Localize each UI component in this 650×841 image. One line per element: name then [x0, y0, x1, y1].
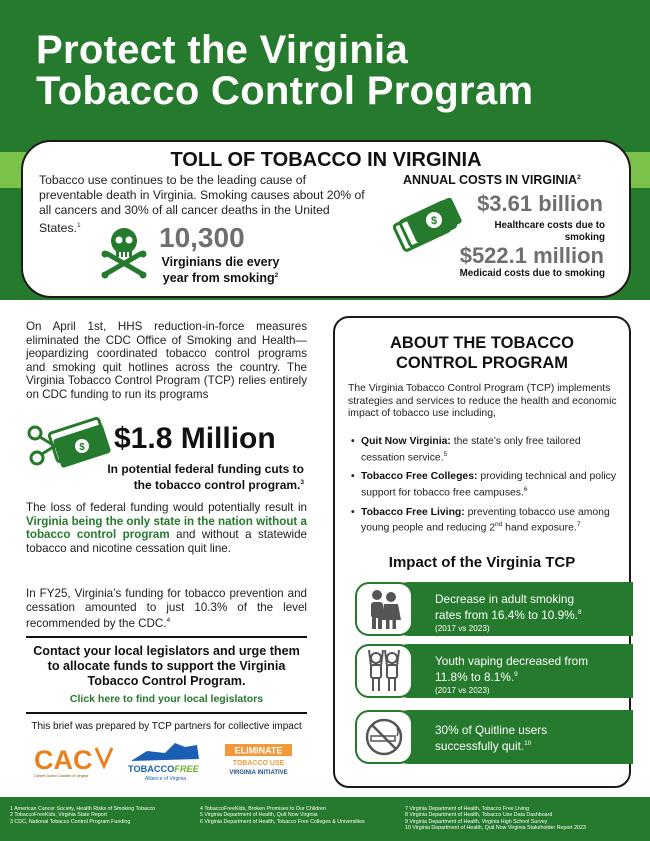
list-item-title: Tobacco Free Living: [361, 506, 465, 518]
footnote-ref: 6 [523, 485, 528, 493]
about-title: ABOUT THE TOBACCO CONTROL PROGRAM [390, 334, 574, 372]
tobacco-free-alliance-logo [127, 737, 202, 783]
reference-item: 2 TobaccoFreeKids, Virginia State Report [10, 812, 107, 819]
footnote-ref: 5 [443, 450, 448, 458]
impact-years: (2017 vs 2023) [435, 685, 490, 695]
eliminate-tobacco-logo [225, 744, 292, 778]
deaths-label [153, 255, 288, 285]
references-col-2 [200, 806, 365, 825]
funding-loss-text-b: and without a statewide tobacco and nicotine cessation quit line. [26, 528, 307, 555]
svg-text:Alliance of Virginia: Alliance of Virginia [145, 776, 187, 782]
divider [26, 636, 307, 638]
footnote-ref: 10 [524, 740, 532, 747]
reference-item: 5 Virginia Department of Health, Quit Now Virginia [200, 812, 318, 819]
list-item-text: hand exposure. [502, 522, 577, 534]
footnote-ref: 4 [166, 617, 171, 625]
funding-cut-label-line2: the tobacco control program. [133, 478, 301, 492]
toll-card [21, 140, 631, 298]
impact-years: (2017 vs 2023) [435, 623, 490, 633]
page-title-line1: Protect the Virginia [36, 28, 409, 72]
impact-badge [355, 582, 413, 636]
scissors-money-icon [26, 413, 116, 478]
impact-text-line1: Youth vaping decreased from [435, 654, 589, 668]
impact-pill [383, 582, 633, 636]
page-title-line2: Tobacco Control Program [36, 69, 534, 113]
adults-icon [357, 584, 411, 634]
footnote-ref: 2 [577, 173, 581, 181]
impact-text-line1: Decrease in adult smoking [435, 592, 575, 606]
impact-item-youth-vaping [355, 644, 633, 698]
hhs-paragraph: On April 1st, HHS reduction-in-force measures eliminated the CDC Office of Smoking and Health—jeopardizing coordinated tobacco control programs and smoking quit hotlines across the country. The Virginia Tobacco Control Program (TCP) relies entirely on CDC funding to run its programs [26, 320, 307, 401]
impact-text [435, 592, 635, 634]
reference-item: 7 Virginia Department of Health, Tobacco Free Living [405, 806, 530, 812]
impact-text-line2: 11.8% to 8.1%. [435, 669, 515, 684]
references-col-3 [405, 806, 586, 832]
footnote-ref: 9 [514, 671, 518, 678]
reference-item: 6 Virginia Department of Health, Tobacco Free Colleges & Universities [200, 818, 365, 825]
youth-icon [357, 646, 411, 696]
fy25-paragraph [26, 587, 307, 631]
program-list [351, 436, 623, 542]
list-item-text: providing technical and policy support for tobacco free campuses. [361, 471, 617, 499]
impact-text-line2: successfully quit. [435, 738, 525, 753]
reference-item: 10 Virginia Department of Health, Quit Now Virginia Stakeholder Report 2023 [405, 825, 586, 832]
toll-intro-text: Tobacco use continues to be the leading cause of preventable death in Virginia. Smoking causes about 20% of all cancers and 30% of all cancer deaths in the United States. [39, 173, 365, 236]
toll-title: TOLL OF TOBACCO IN VIRGINIA [170, 149, 482, 171]
impact-pill [383, 710, 633, 764]
impact-badge [355, 644, 413, 698]
list-item-text: the state’s only free tailored cessation service. [361, 436, 581, 463]
find-legislators-link[interactable]: Click here to find your local legislators [69, 693, 264, 705]
svg-text:Cancer Action Coalition of Vir: Cancer Action Coalition of Virginia [34, 774, 89, 778]
funding-cut-label-line1: In potential federal funding cuts to [107, 462, 304, 476]
ordinal-suffix: nd [495, 521, 503, 529]
funding-cut-amount: $1.8 Million [114, 422, 276, 455]
impact-item-quitline [355, 710, 633, 764]
fy25-text: In FY25, Virginia’s funding for tobacco prevention and cessation amounted to just 10.3% of the level recommended by the CDC. [26, 587, 307, 631]
reference-item: 9 Virginia Department of Health, Virginia High School Survey [405, 818, 548, 825]
reference-item: 8 Virginia Department of Health, Tobacco Use Data Dashboard [405, 812, 553, 819]
medicaid-cost-amount: $522.1 million [459, 243, 604, 268]
list-item [351, 471, 623, 499]
prepared-by-note: This brief was prepared by TCP partners for collective impact [31, 721, 302, 732]
cta-text: Contact your local legislators and urge them to allocate funds to support the Virginia Tobacco Control Program. [33, 644, 300, 688]
funding-loss-text-a: The loss of federal funding would potentially result in [26, 501, 307, 514]
reference-item: 1 American Cancer Society, Health Risks of Smoking Tobacco [10, 806, 156, 812]
no-smoking-icon [357, 712, 411, 762]
list-item [351, 507, 623, 535]
list-item-title: Tobacco Free Colleges: [361, 471, 478, 483]
svg-text:CAC: CAC [34, 745, 93, 775]
svg-text:TOBACCO USE: TOBACCO USE [232, 760, 285, 767]
list-item-text: preventing tobacco use among young people and reducing 2 [361, 506, 610, 534]
about-intro: The Virginia Tobacco Control Program (TCP) implements strategies and services to reduce the health and economic impact of tobacco use including, [348, 383, 617, 419]
costs-title-text: ANNUAL COSTS IN VIRGINIA [403, 173, 578, 187]
medicaid-cost-label: Medicaid costs due to smoking [459, 268, 605, 279]
funding-loss-highlight: Virginia being the only state in the nation without a tobacco control program [26, 514, 307, 542]
footnote-ref: 3 [300, 479, 304, 486]
svg-text:TOBACCOFREE: TOBACCOFREE [128, 764, 199, 774]
svg-text:$: $ [79, 442, 85, 453]
about-card [333, 316, 631, 788]
impact-text [435, 654, 635, 696]
footnote-ref: 2 [274, 272, 279, 279]
deaths-number: 10,300 [159, 222, 245, 253]
funding-cut-label [104, 462, 304, 492]
healthcare-cost-label: Healthcare costs due to smoking [494, 220, 605, 243]
svg-text:ELIMINATE: ELIMINATE [234, 745, 283, 756]
deaths-label-line2: year from smoking [162, 271, 275, 286]
funding-loss-paragraph [26, 501, 307, 555]
reference-item: 4 TobaccoFreeKids, Broken Promises to Our Children [200, 806, 326, 812]
list-item-title: Quit Now Virginia: [361, 436, 451, 447]
impact-badge [355, 710, 413, 764]
footnote-ref: 7 [576, 521, 581, 529]
impact-title: Impact of the Virginia TCP [388, 554, 576, 571]
footnote-ref: 8 [577, 609, 582, 616]
impact-text-line1: 30% of Quitline users [435, 723, 548, 737]
healthcare-cost-amount: $3.61 billion [477, 191, 603, 216]
svg-text:VIRGINIA INITIATIVE: VIRGINIA INITIATIVE [229, 770, 288, 776]
reference-item: 3 CDC, National Tobacco Control Program Funding [10, 818, 131, 825]
impact-text [435, 723, 635, 753]
list-item [351, 436, 623, 464]
skull-crossbones-icon [99, 224, 149, 280]
impact-item-adult-smoking [355, 582, 633, 636]
divider [26, 712, 307, 714]
deaths-label-line1: Virginians die every [161, 255, 280, 269]
page-title [36, 30, 533, 112]
cac-logo [32, 744, 114, 780]
impact-pill [383, 644, 633, 698]
impact-text-line2: rates from 16.4% to 10.9%. [435, 607, 578, 622]
footnote-ref: 1 [76, 222, 81, 229]
costs-title [403, 173, 581, 187]
references-footer [0, 797, 650, 841]
svg-text:$: $ [430, 215, 438, 227]
references-col-1 [10, 806, 155, 825]
